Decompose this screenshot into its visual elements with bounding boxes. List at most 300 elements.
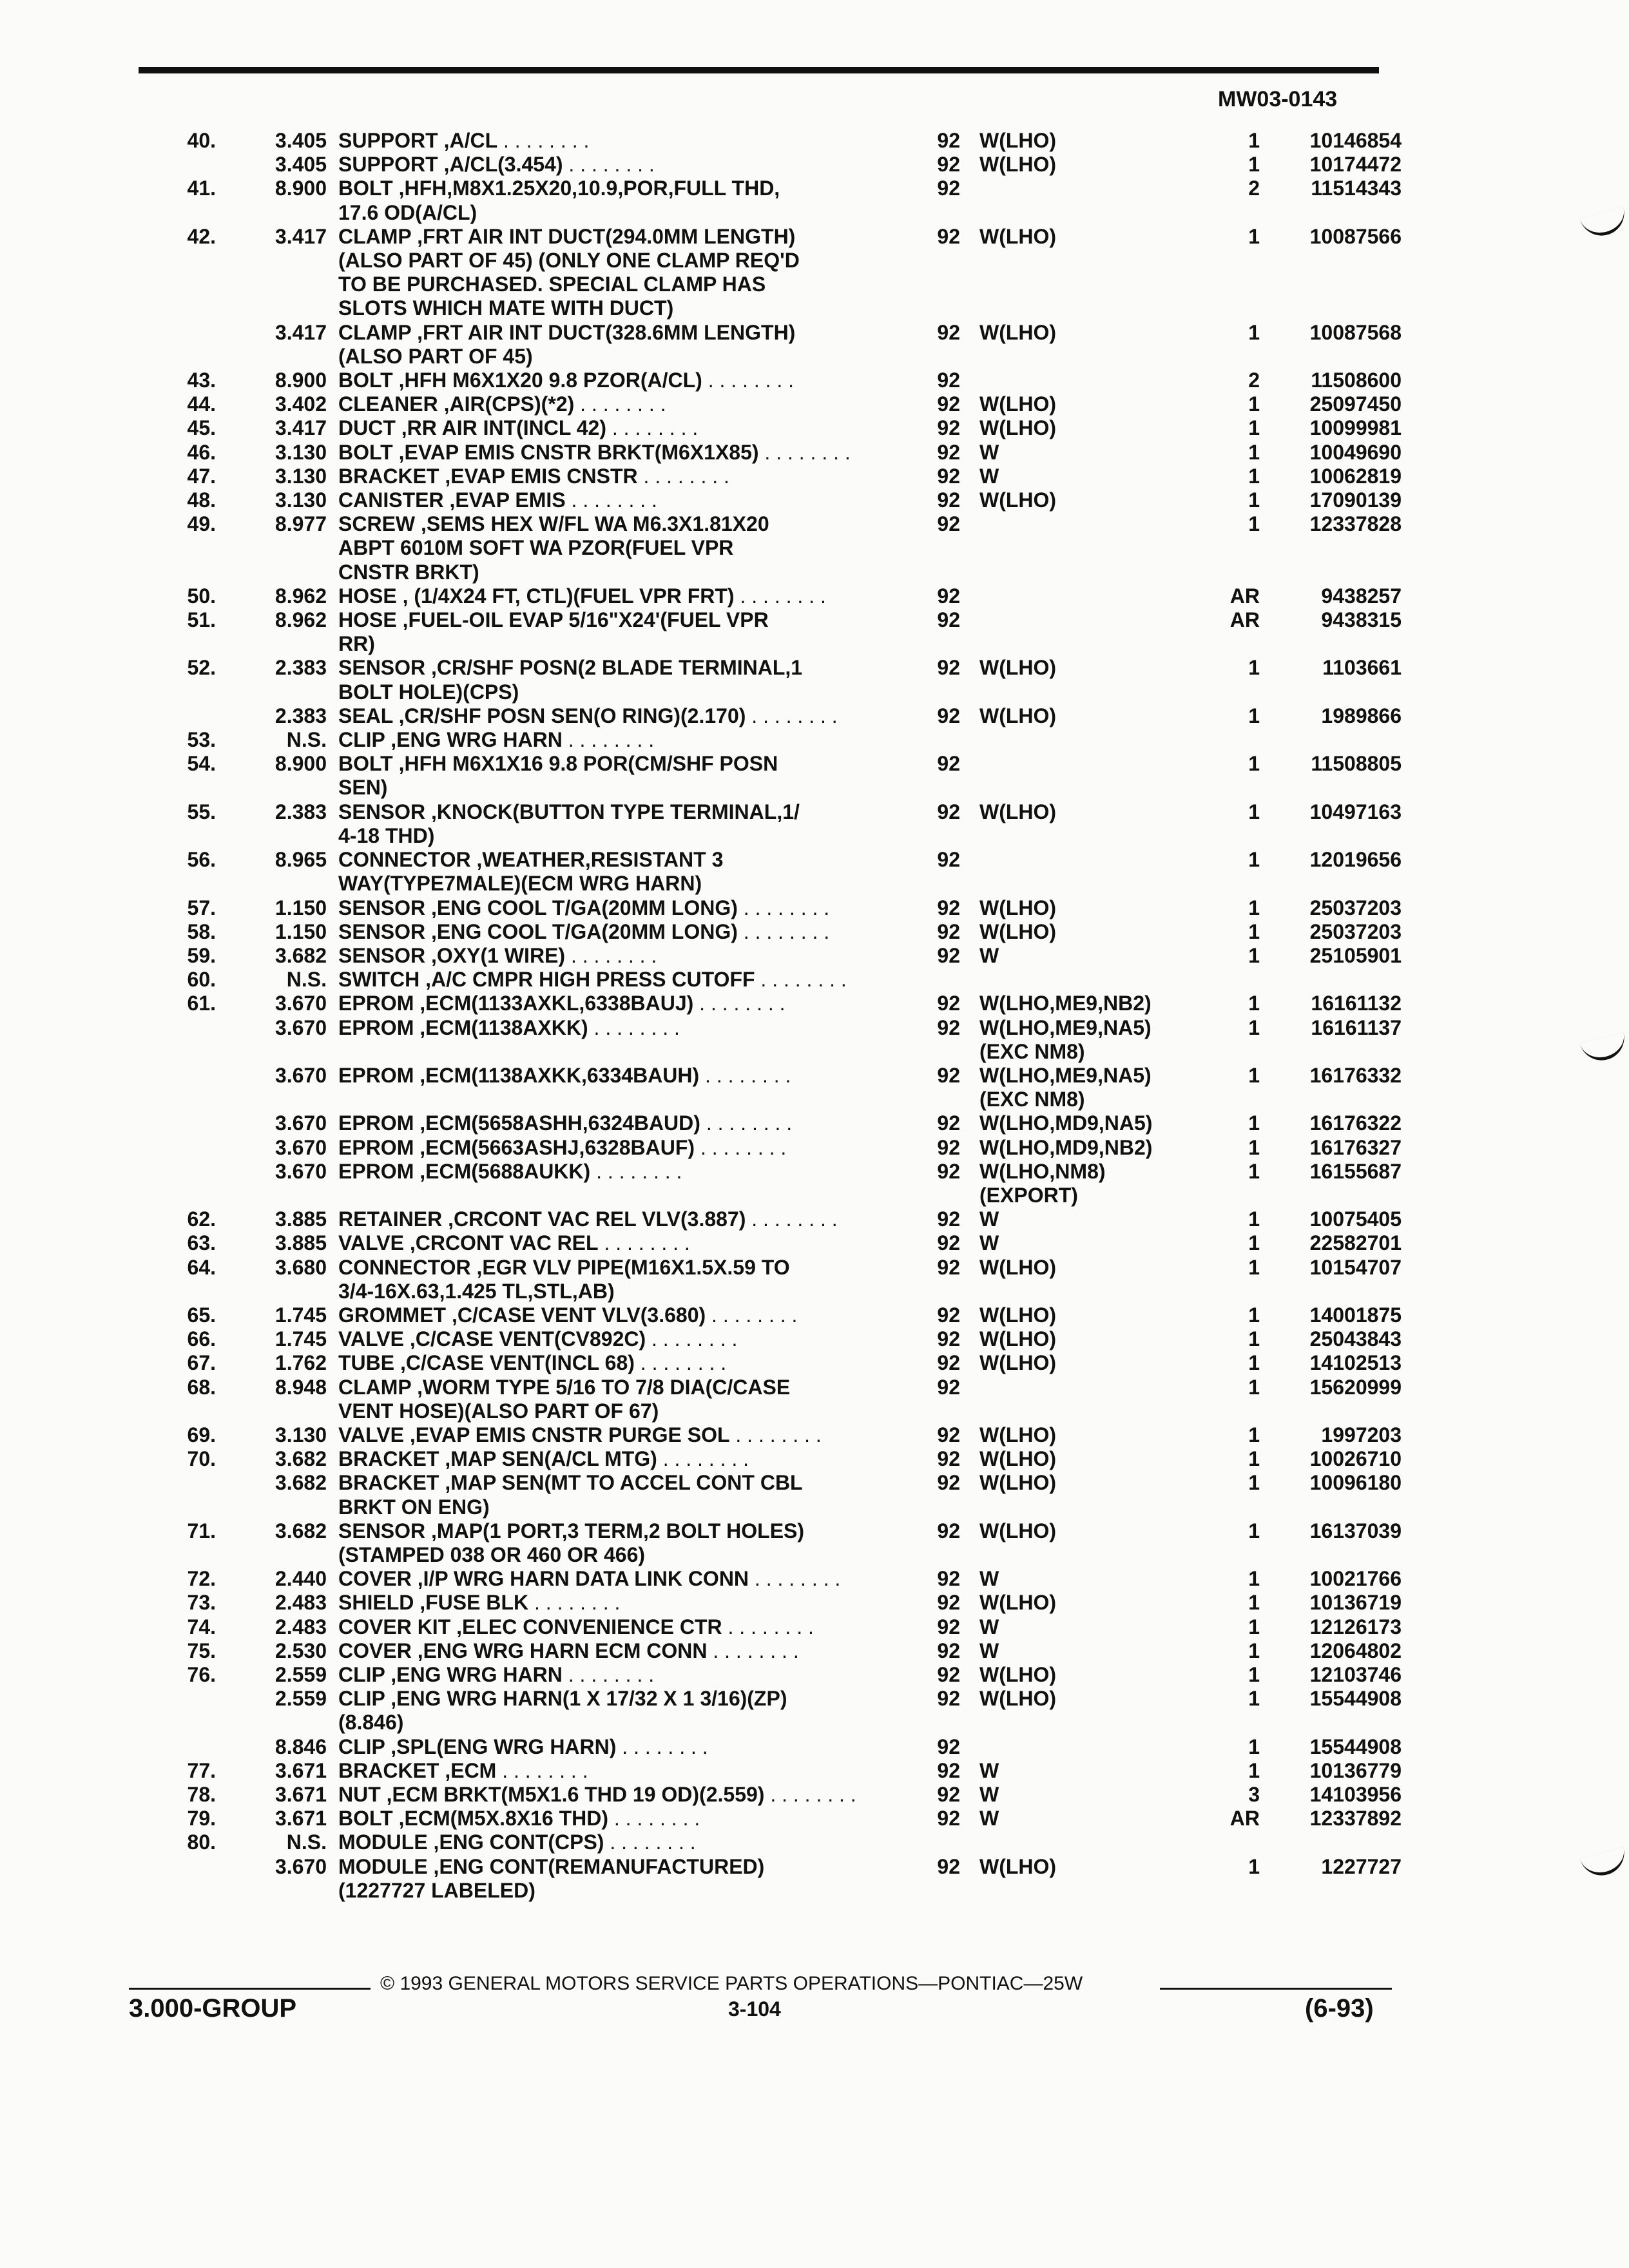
name-separator: , [414, 1135, 426, 1159]
quantity: 1 [1248, 392, 1260, 416]
ref-number: 72. [187, 1567, 216, 1591]
part-description [338, 153, 886, 177]
model-year: 92 [937, 1639, 960, 1662]
table-row [0, 392, 1629, 416]
name-separator: , [419, 968, 431, 992]
part-name: HOSE [338, 608, 397, 632]
part-detail: MAP SEN(MT TO ACCEL CONT CBL BRKT ON ENG) [338, 1471, 803, 1519]
leader-dots: . . . . . . . . [588, 1015, 680, 1039]
part-detail: HFH,M8X1.25X20,10.9,POR,FULL THD, 17.6 OD(A/CL) [338, 177, 780, 224]
table-row [0, 992, 1629, 1015]
name-separator: , [415, 512, 427, 536]
part-detail: FRT AIR INT DUCT(294.0MM LENGTH) (ALSO PART OF 45) (ONLY ONE CLAMP REQ'D TO BE PURCHASED. SPECIAL CLAMP HAS SLOTS WHICH MATE WITH DUCT) [338, 224, 800, 320]
group-number: 3.682 [275, 1471, 327, 1495]
part-name: BOLT [338, 177, 393, 200]
group-number: 3.130 [275, 464, 327, 488]
leader-dots: . . . . . . . . [758, 440, 851, 464]
ref-number: 44. [187, 392, 216, 416]
part-number: 10062819 [1309, 464, 1402, 488]
part-description [338, 1687, 886, 1735]
quantity: 1 [1248, 800, 1260, 823]
part-detail: WORM TYPE 5/16 TO 7/8 DIA(C/CASE VENT HOSE)(ALSO PART OF 67) [338, 1375, 791, 1423]
usage-code: W [979, 464, 999, 488]
name-separator: , [446, 1303, 458, 1327]
part-number: 10136779 [1309, 1758, 1402, 1782]
part-number: 10099981 [1309, 416, 1402, 440]
part-name: HOSE [338, 584, 397, 608]
part-number: 16176332 [1309, 1063, 1402, 1087]
name-separator: , [438, 153, 450, 177]
usage-code: W [979, 1758, 999, 1782]
part-description [338, 1567, 886, 1591]
table-row [0, 1639, 1629, 1663]
model-year: 92 [937, 1854, 960, 1878]
model-year: 92 [937, 464, 960, 488]
name-separator: , [414, 1111, 426, 1135]
group-number: 2.559 [275, 1687, 327, 1711]
quantity: 1 [1248, 919, 1260, 943]
part-detail: ECM(5663ASHJ,6328BAUF) [425, 1135, 695, 1159]
part-detail: ENG WRG HARN ECM CONN [423, 1639, 708, 1662]
ref-number: 79. [187, 1807, 216, 1831]
part-detail: FUSE BLK [425, 1591, 529, 1615]
part-detail: ENG CONT(REMANUFACTURED) (1227727 LABELED) [338, 1854, 765, 1902]
table-row [0, 1687, 1629, 1735]
usage-code: W(LHO) [979, 1687, 1057, 1711]
group-number: 3.682 [275, 1519, 327, 1542]
quantity: 1 [1248, 1231, 1260, 1255]
part-number: 10075405 [1309, 1207, 1402, 1231]
model-year: 92 [937, 416, 960, 440]
table-row [0, 752, 1629, 800]
leader-dots: . . . . . . . . [706, 1303, 798, 1327]
group-number: 3.670 [275, 1015, 327, 1039]
group-number: 3.402 [275, 392, 327, 416]
model-year: 92 [937, 1015, 960, 1039]
part-detail: FUEL-OIL EVAP 5/16"X24'(FUEL VPR RR) [338, 608, 769, 656]
ref-number: 41. [187, 177, 216, 200]
leader-dots: . . . . . . . . [737, 919, 830, 943]
quantity: 2 [1248, 177, 1260, 200]
model-year: 92 [937, 1063, 960, 1087]
usage-code: W(LHO) [979, 800, 1057, 823]
usage-code: W(LHO) [979, 1854, 1057, 1878]
usage-code: W [979, 1231, 999, 1255]
quantity: 1 [1248, 1567, 1260, 1591]
quantity: 1 [1248, 943, 1260, 967]
name-separator: , [414, 1063, 426, 1087]
part-detail: A/CL [449, 129, 498, 152]
usage-code: W [979, 943, 999, 967]
table-row [0, 1447, 1629, 1471]
table-row [0, 1783, 1629, 1807]
quantity: 1 [1248, 1111, 1260, 1135]
leader-dots: . . . . . . . . [563, 153, 655, 177]
group-number: 3.670 [275, 1111, 327, 1135]
leader-dots: . . . . . . . . [565, 943, 657, 967]
group-number: 2.383 [275, 800, 327, 823]
part-description [338, 1591, 886, 1615]
model-year: 92 [937, 1231, 960, 1255]
part-number: 10021766 [1309, 1567, 1402, 1591]
group-number: 3.670 [275, 1063, 327, 1087]
group-number: 3.130 [275, 440, 327, 464]
part-number: 15544908 [1309, 1735, 1402, 1758]
group-number: 3.670 [275, 1135, 327, 1159]
parts-list [0, 129, 1629, 1903]
model-year: 92 [937, 1159, 960, 1183]
part-number: 10026710 [1309, 1447, 1402, 1471]
part-number: 14103956 [1309, 1783, 1402, 1807]
quantity: 1 [1248, 1663, 1260, 1686]
part-detail: SPL(ENG WRG HARN) [396, 1735, 617, 1758]
usage-code: W(LHO) [979, 416, 1057, 440]
usage-code: W(LHO) [979, 320, 1057, 344]
group-label: 3.000-GROUP [129, 1994, 297, 2023]
table-row [0, 441, 1629, 465]
model-year: 92 [937, 1423, 960, 1446]
quantity: 1 [1248, 153, 1260, 177]
model-year: 92 [937, 1591, 960, 1615]
quantity: 1 [1248, 1303, 1260, 1327]
quantity: 1 [1248, 1735, 1260, 1758]
usage-code: W(LHO) [979, 656, 1057, 680]
name-separator: , [425, 919, 437, 943]
group-number: 8.900 [275, 369, 327, 392]
table-row [0, 1759, 1629, 1783]
quantity: 1 [1248, 656, 1260, 680]
part-detail: ENG CONT(CPS) [439, 1831, 604, 1854]
name-separator: , [425, 1519, 437, 1542]
part-name: RETAINER [338, 1207, 443, 1231]
table-row [0, 1064, 1629, 1111]
part-description [338, 1207, 886, 1231]
quantity: 1 [1248, 752, 1260, 776]
table-row [0, 225, 1629, 321]
leader-dots: . . . . . . . . [496, 1758, 588, 1782]
group-number: 8.900 [275, 752, 327, 776]
leader-dots: . . . . . . . . [707, 1639, 799, 1662]
part-number: 12126173 [1309, 1615, 1402, 1639]
part-description [338, 1639, 886, 1663]
usage-code: W(LHO,NM8) (EXPORT) [979, 1159, 1106, 1207]
part-name: CLIP [338, 1735, 385, 1758]
usage-code: W(LHO,MD9,NB2) [979, 1135, 1153, 1159]
group-number: 3.885 [275, 1231, 327, 1255]
table-row [0, 1111, 1629, 1135]
table-row [0, 1376, 1629, 1423]
part-description [338, 441, 886, 465]
group-number: 2.559 [275, 1663, 327, 1686]
part-detail: ENG WRG HARN [396, 728, 563, 752]
part-description [338, 608, 886, 656]
model-year: 92 [937, 1351, 960, 1375]
table-row [0, 153, 1629, 177]
leader-dots: . . . . . . . . [562, 1663, 655, 1686]
name-separator: , [414, 1015, 426, 1039]
part-name: SENSOR [338, 919, 426, 943]
part-description [338, 1016, 886, 1040]
part-number: 10087568 [1309, 320, 1402, 344]
ref-number: 56. [187, 848, 216, 872]
part-number: 12103746 [1309, 1663, 1402, 1686]
page-code: MW03-0143 [1218, 87, 1338, 111]
table-row [0, 728, 1629, 752]
name-separator: , [403, 1423, 416, 1446]
part-detail: ENG WRG HARN [396, 1663, 563, 1686]
model-year: 92 [937, 704, 960, 727]
table-row [0, 1256, 1629, 1303]
part-number: 10146854 [1309, 129, 1402, 152]
part-number: 10174472 [1309, 153, 1402, 177]
ref-number: 46. [187, 440, 216, 464]
group-number: 8.965 [275, 848, 327, 872]
quantity: 1 [1248, 1135, 1260, 1159]
usage-code: W(LHO) [979, 1351, 1057, 1375]
leader-dots: . . . . . . . . [737, 896, 830, 919]
part-number: 1227727 [1321, 1854, 1402, 1878]
group-number: 3.680 [275, 1255, 327, 1279]
model-year: 92 [937, 1758, 960, 1782]
ref-number: 65. [187, 1303, 216, 1327]
table-row [0, 944, 1629, 968]
group-number: 2.483 [275, 1615, 327, 1639]
usage-code: W [979, 1639, 999, 1662]
part-description [338, 1351, 886, 1375]
ref-number: 47. [187, 464, 216, 488]
model-year: 92 [937, 512, 960, 536]
group-number: 8.977 [275, 512, 327, 536]
part-name: SCREW [338, 512, 416, 536]
quantity: 1 [1248, 1207, 1260, 1231]
table-row [0, 1303, 1629, 1327]
part-description [338, 752, 886, 800]
table-row [0, 129, 1629, 153]
ref-number: 53. [187, 728, 216, 752]
part-name: MODULE [338, 1831, 428, 1854]
group-number: 3.670 [275, 992, 327, 1015]
quantity: 1 [1248, 1159, 1260, 1183]
table-row [0, 1735, 1629, 1759]
table-row [0, 1136, 1629, 1160]
table-row [0, 1807, 1629, 1831]
ref-number: 75. [187, 1639, 216, 1662]
leader-dots: . . . . . . . . [695, 1135, 787, 1159]
quantity: 1 [1248, 896, 1260, 919]
part-detail: CRCONT VAC REL [415, 1231, 599, 1255]
part-number: 10497163 [1309, 800, 1402, 823]
name-separator: , [392, 369, 405, 392]
quantity: 1 [1248, 1015, 1260, 1039]
part-number: 16155687 [1309, 1159, 1402, 1183]
name-separator: , [425, 943, 437, 967]
part-detail: MAP SEN(A/CL MTG) [450, 1447, 657, 1471]
usage-code: W [979, 1567, 999, 1591]
table-row [0, 1207, 1629, 1231]
name-separator: , [439, 464, 451, 488]
part-description [338, 488, 886, 512]
part-description [338, 512, 886, 584]
table-row [0, 896, 1629, 920]
part-name: SENSOR [338, 656, 426, 680]
group-number: N.S. [286, 1831, 327, 1854]
ref-number: 69. [187, 1423, 216, 1446]
name-separator: , [392, 704, 405, 727]
ref-number: 61. [187, 992, 216, 1015]
group-number: 2.383 [275, 704, 327, 727]
ref-number: 40. [187, 129, 216, 152]
part-description [338, 1256, 886, 1303]
part-description [338, 1783, 886, 1807]
quantity: 1 [1248, 1615, 1260, 1639]
ref-number: 71. [187, 1519, 216, 1542]
name-separator: , [403, 1327, 416, 1351]
group-number: 1.745 [275, 1303, 327, 1327]
date-code: (6-93) [1305, 1994, 1374, 2023]
ref-number: 50. [187, 584, 216, 608]
quantity: 1 [1248, 1351, 1260, 1375]
group-number: 3.670 [275, 1159, 327, 1183]
part-name: CANISTER [338, 488, 444, 512]
group-number: 3.405 [275, 129, 327, 152]
part-detail: OXY(1 WIRE) [436, 943, 566, 967]
name-separator: , [427, 1854, 439, 1878]
table-row [0, 1591, 1629, 1615]
usage-code: W(LHO) [979, 1519, 1057, 1542]
part-detail: AIR(CPS)(*2) [449, 392, 575, 416]
group-number: 3.130 [275, 1423, 327, 1446]
part-name: MODULE [338, 1854, 428, 1878]
part-number: 14102513 [1309, 1351, 1402, 1375]
table-row [0, 1831, 1629, 1854]
part-name: CLIP [338, 728, 385, 752]
model-year: 92 [937, 896, 960, 919]
name-separator: , [414, 1159, 426, 1183]
leader-dots: . . . . . . . . [657, 1447, 749, 1471]
part-description [338, 416, 886, 440]
leader-dots: . . . . . . . . [606, 416, 699, 440]
group-number: 3.671 [275, 1807, 327, 1831]
part-description [338, 1855, 886, 1903]
name-separator: , [439, 1447, 451, 1471]
part-number: 25105901 [1309, 943, 1402, 967]
table-row [0, 321, 1629, 369]
usage-code: W(LHO,ME9,NA5) (EXC NM8) [979, 1063, 1152, 1111]
model-year: 92 [937, 488, 960, 512]
table-row [0, 1351, 1629, 1375]
name-separator: , [425, 800, 437, 823]
table-row [0, 608, 1629, 656]
part-name: SUPPORT [338, 129, 438, 152]
part-description [338, 656, 886, 704]
leader-dots: . . . . . . . . [604, 1831, 696, 1854]
name-separator: , [439, 1758, 451, 1782]
name-separator: , [438, 129, 450, 152]
part-description [338, 1160, 886, 1184]
part-detail: MAP(1 PORT,3 TERM,2 BOLT HOLES) (STAMPED 038 OR 460 OR 466) [338, 1519, 805, 1566]
part-name: VALVE [338, 1231, 404, 1255]
part-name: CLEANER [338, 392, 438, 416]
part-description [338, 1663, 886, 1687]
leader-dots: . . . . . . . . [749, 1567, 841, 1591]
table-row [0, 512, 1629, 584]
usage-code: W [979, 440, 999, 464]
table-row [0, 1663, 1629, 1687]
part-number: 25037203 [1309, 896, 1402, 919]
group-number: 3.671 [275, 1758, 327, 1782]
copyright-text: © 1993 GENERAL MOTORS SERVICE PARTS OPERATIONS—PONTIAC—25W [380, 1973, 1083, 1994]
part-number: 10096180 [1309, 1471, 1402, 1495]
part-detail: C/CASE VENT(INCL 68) [405, 1351, 635, 1375]
usage-code: W(LHO) [979, 129, 1057, 152]
top-rule [139, 67, 1379, 73]
ref-number: 63. [187, 1231, 216, 1255]
ref-number: 52. [187, 656, 216, 680]
part-description [338, 1111, 886, 1135]
table-row [0, 1855, 1629, 1903]
model-year: 92 [937, 369, 960, 392]
group-number: 3.130 [275, 488, 327, 512]
model-year: 92 [937, 1567, 960, 1591]
part-name: SENSOR [338, 896, 426, 919]
table-row [0, 968, 1629, 992]
part-description [338, 992, 886, 1015]
name-separator: , [425, 656, 437, 680]
part-name: EPROM [338, 1063, 414, 1087]
part-description [338, 129, 886, 153]
leader-dots: . . . . . . . . [565, 488, 657, 512]
leader-dots: . . . . . . . . [616, 1735, 708, 1758]
name-separator: , [385, 1735, 397, 1758]
part-detail: SEMS HEX W/FL WA M6.3X1.81X20 ABPT 6010M SOFT WA PZOR(FUEL VPR CNSTR BRKT) [338, 512, 769, 584]
part-name: VALVE [338, 1423, 404, 1446]
quantity: 1 [1248, 1854, 1260, 1878]
model-year: 92 [937, 608, 960, 632]
part-number: 22582701 [1309, 1231, 1402, 1255]
name-separator: , [392, 752, 405, 776]
model-year: 92 [937, 1255, 960, 1279]
quantity: AR [1229, 584, 1260, 608]
part-name: EPROM [338, 1135, 414, 1159]
part-detail: ENG WRG HARN(1 X 17/32 X 1 3/16)(ZP) (8.846) [338, 1687, 787, 1735]
model-year: 92 [937, 1471, 960, 1495]
part-name: EPROM [338, 1015, 414, 1039]
model-year: 92 [937, 224, 960, 248]
ref-number: 58. [187, 919, 216, 943]
part-description [338, 800, 886, 848]
quantity: 3 [1248, 1783, 1260, 1807]
usage-code: W(LHO,MD9,NA5) [979, 1111, 1153, 1135]
name-separator: , [394, 1351, 406, 1375]
table-row [0, 656, 1629, 704]
part-description [338, 1447, 886, 1471]
part-number: 10049690 [1309, 440, 1402, 464]
part-description [338, 1807, 886, 1831]
part-detail: ECM [450, 1758, 497, 1782]
part-number: 11508805 [1311, 752, 1402, 776]
part-name: SENSOR [338, 800, 426, 823]
name-separator: , [392, 440, 405, 464]
group-number: 8.900 [275, 177, 327, 200]
footer-rule-left [129, 1988, 371, 1990]
usage-code: W [979, 1207, 999, 1231]
group-number: 3.417 [275, 224, 327, 248]
part-name: SENSOR [338, 1519, 426, 1542]
part-number: 12337828 [1309, 512, 1402, 536]
usage-code: W [979, 1783, 999, 1807]
quantity: 1 [1248, 848, 1260, 872]
usage-code: W(LHO) [979, 1663, 1057, 1686]
